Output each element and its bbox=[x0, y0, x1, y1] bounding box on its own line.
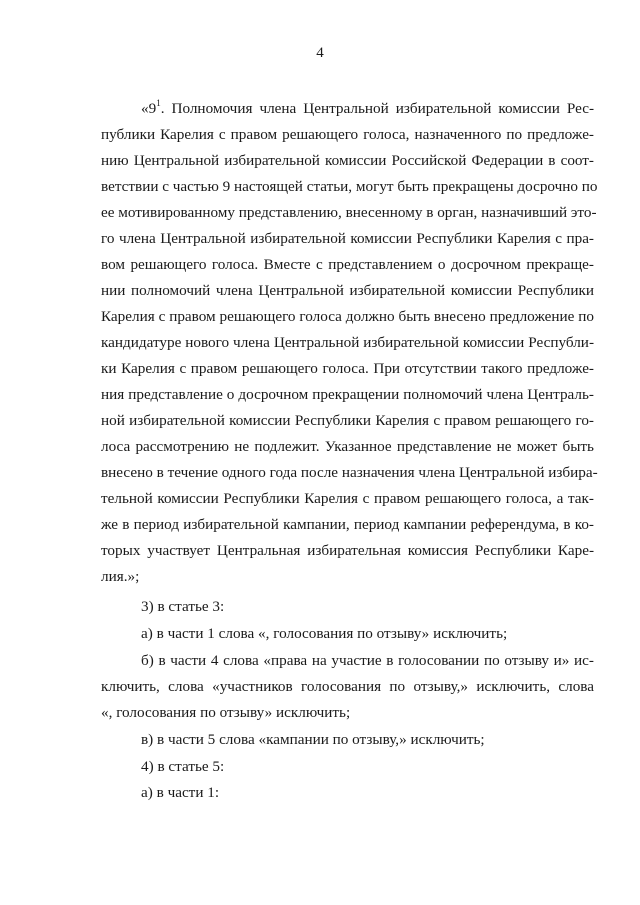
paragraph-line: ветствии с частью 9 настоящей статьи, могут быть прекращены досрочно по bbox=[101, 178, 598, 195]
paragraph-line: Карелия с правом решающего голоса должно быть внесено предложение по bbox=[101, 308, 594, 325]
paragraph-line: ки Карелия с правом решающего голоса. При отсутствии такого предложе- bbox=[101, 360, 594, 377]
paragraph-line: ее мотивированному представлению, внесенному в орган, назначивший это- bbox=[101, 204, 597, 221]
paragraph-line: ния представление о досрочном прекращении полномочий члена Централь- bbox=[101, 386, 594, 403]
paragraph-line: торых участвует Центральная избирательная комиссия Республики Каре- bbox=[101, 542, 594, 559]
paragraph-line: тельной комиссии Республики Карелия с правом решающего голоса, а так- bbox=[101, 490, 594, 507]
amendment-item: 3) в статье 3: bbox=[141, 598, 225, 615]
paragraph-line: лия.»; bbox=[101, 568, 140, 585]
paragraph-line: «$9^1$. Полномочия члена Центральной избирательной комиссии Рес- bbox=[141, 98, 594, 117]
amendment-item: а) в части 1 слова «, голосования по отзыву» исключить; bbox=[141, 625, 508, 642]
amendment-item: а) в части 1: bbox=[141, 784, 220, 801]
paragraph-line: го члена Центральной избирательной комиссии Республики Карелия с пра- bbox=[101, 230, 594, 247]
amendment-item: 4) в статье 5: bbox=[141, 758, 225, 775]
paragraph-number: «9 bbox=[141, 100, 157, 117]
amendment-item: в) в части 5 слова «кампании по отзыву,» исключить; bbox=[141, 731, 485, 748]
page-number: 4 bbox=[316, 45, 324, 61]
paragraph-line: публики Карелия с правом решающего голоса, назначенного по предложе- bbox=[101, 126, 594, 143]
paragraph-line: ной избирательной комиссии Республики Карелия с правом решающего го- bbox=[101, 412, 594, 429]
paragraph-line: вом решающего голоса. Вместе с представлением о досрочном прекраще- bbox=[101, 256, 594, 273]
amendment-item-continuation: «, голосования по отзыву» исключить; bbox=[101, 704, 351, 721]
paragraph-line: нии полномочий члена Центральной избирательной комиссии Республики bbox=[101, 282, 594, 299]
amendment-item: б) в части 4 слова «права на участие в голосовании по отзыву и» ис- bbox=[141, 652, 594, 669]
paragraph-line: лоса рассмотрению не подлежит. Указанное представление не может быть bbox=[101, 438, 594, 455]
amendment-item-continuation: ключить, слова «участников голосования по отзыву,» исключить, слова bbox=[101, 678, 594, 695]
paragraph-line: внесено в течение одного года после назначения члена Центральной избира- bbox=[101, 464, 598, 481]
paragraph-line: же в период избирательной кампании, период кампании референдума, в ко- bbox=[101, 516, 594, 533]
paragraph-line: кандидатуре нового члена Центральной избирательной комиссии Республи- bbox=[101, 334, 594, 351]
paragraph-superscript: 1 bbox=[156, 98, 161, 108]
paragraph-line: нию Центральной избирательной комиссии Российской Федерации в соот- bbox=[101, 152, 594, 169]
